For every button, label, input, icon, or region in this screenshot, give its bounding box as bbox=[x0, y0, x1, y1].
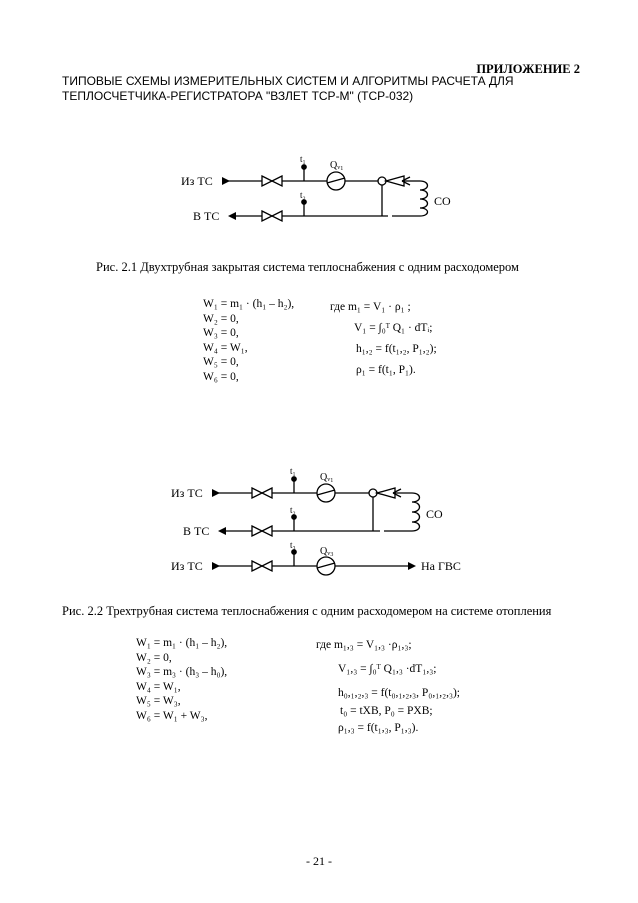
label-flow: Qᵥ₁ bbox=[330, 160, 344, 171]
label-supply-2: Из ТС bbox=[171, 559, 203, 573]
formula-line: W₄ = W₁, bbox=[136, 680, 181, 693]
formula-line: W₆ = W₁ + W₃, bbox=[136, 709, 208, 722]
formula-line: ρ₁ = f(t₁, P₁). bbox=[356, 364, 416, 376]
label-supply: Из ТС bbox=[171, 486, 203, 500]
formula-line: где m₁,₃ = V₁,₃ ·ρ₁,₃; bbox=[316, 639, 412, 651]
formula-line: W₅ = 0, bbox=[203, 356, 239, 369]
formula-line: h₀,₁,₂,₃ = f(t₀,₁,₂,₃, P₀,₁,₂,₃); bbox=[338, 687, 460, 699]
label-hot-water: На ГВС bbox=[421, 559, 461, 573]
formula-line: W₆ = 0, bbox=[203, 370, 239, 383]
label-t1: t₁ bbox=[290, 466, 296, 476]
label-supply: Из ТС bbox=[181, 174, 213, 188]
label-flow-3: Qᵥ₃ bbox=[320, 546, 334, 557]
label-t2: t₂ bbox=[290, 505, 296, 515]
formulas-fig1-left bbox=[203, 297, 294, 385]
formula-line: ρ₁,₃ = f(t₁,₃, P₁,₃). bbox=[338, 722, 419, 734]
formula-line: V₁,₃ = ∫₀ᵀ Q₁,₃ ·dT₁,₃; bbox=[338, 663, 437, 675]
caption-fig-2-2: Рис. 2.2 Трехтрубная система теплоснабжения с одним расходомером на системе отопления bbox=[62, 604, 552, 618]
label-return: В ТС bbox=[193, 209, 220, 223]
appendix-label: ПРИЛОЖЕНИЕ 2 bbox=[476, 62, 580, 76]
formula-line: V₁ = ∫₀ᵀ Q₁ · dTᵢ; bbox=[354, 322, 433, 334]
label-return: В ТС bbox=[183, 524, 210, 538]
page-number: - 21 - bbox=[306, 854, 332, 868]
formula-line: h₁,₂ = f(t₁,₂, P₁,₂); bbox=[356, 343, 437, 355]
label-t2: t₂ bbox=[300, 190, 306, 200]
formula-line: W₁ = m₁ · (h₁ – h₂), bbox=[203, 298, 295, 310]
formula-line: t₀ = tХВ, P₀ = PХВ; bbox=[340, 705, 433, 717]
label-t3: t₃ bbox=[290, 540, 296, 550]
label-t1: t₁ bbox=[300, 154, 306, 164]
label-load: СО bbox=[426, 507, 443, 521]
formula-line: W₁ = m₁ · (h₁ – h₂), bbox=[136, 637, 228, 649]
formula-line: W₄ = W₁, bbox=[203, 341, 248, 354]
formula-line: где m₁ = V₁ · ρ₁ ; bbox=[330, 301, 411, 313]
formula-line: W₂ = 0, bbox=[136, 651, 172, 664]
label-flow-1: Qᵥ₁ bbox=[320, 472, 334, 483]
heading-line-2: ТЕПЛОСЧЕТЧИКА-РЕГИСТРАТОРА "ВЗЛЕТ ТСР-М" (ТСР-032) bbox=[62, 89, 414, 103]
formula-line: W₃ = m₃ · (h₃ – h₀), bbox=[136, 666, 228, 679]
formulas-fig1-right bbox=[330, 297, 437, 381]
formula-line: W₃ = 0, bbox=[203, 327, 239, 340]
formulas-fig2-right bbox=[316, 636, 460, 736]
formula-line: W₅ = W₃, bbox=[136, 695, 181, 708]
document-heading bbox=[62, 74, 514, 104]
formulas-fig2-left bbox=[136, 636, 227, 724]
formula-line: W₂ = 0, bbox=[203, 312, 239, 325]
label-load: СО bbox=[434, 194, 451, 208]
diagram-three-pipe bbox=[0, 462, 638, 582]
caption-fig-2-1: Рис. 2.1 Двухтрубная закрытая система теплоснабжения с одним расходомером bbox=[96, 260, 519, 274]
diagram-two-pipe bbox=[0, 150, 638, 240]
heading-line-1: ТИПОВЫЕ СХЕМЫ ИЗМЕРИТЕЛЬНЫХ СИСТЕМ И АЛГОРИТМЫ РАСЧЕТА ДЛЯ bbox=[62, 74, 514, 88]
